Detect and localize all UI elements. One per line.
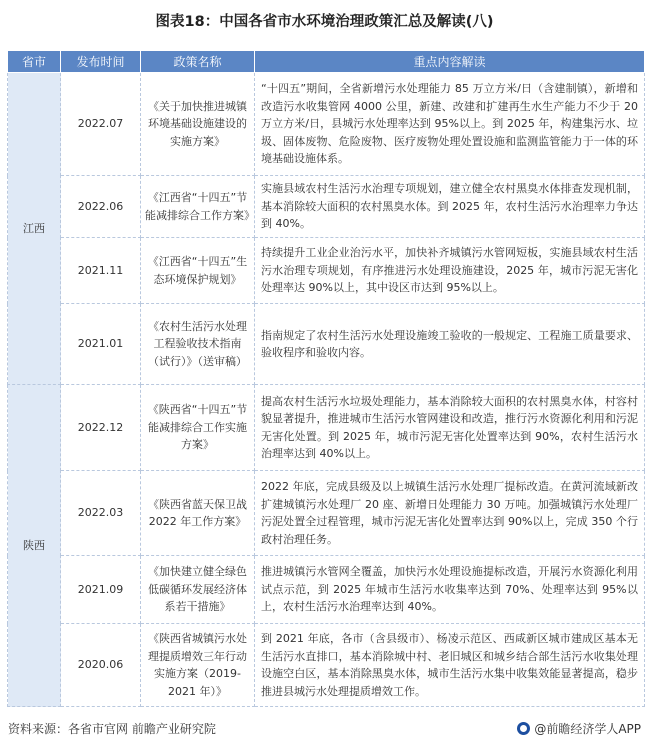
policy-name-cell: 《陕西省城镇污水处理提质增效三年行动实施方案（2019-2021 年）》 (141, 624, 255, 707)
table-row (8, 471, 645, 556)
province-cell: 江西 (8, 73, 61, 385)
footer (0, 716, 649, 740)
policy-name-cell: 《加快建立健全绿色低碳循环发展经济体系若干措施》 (141, 556, 255, 624)
content-cell: 提高农村生活污水垃圾处理能力，基本消除较大面积的农村黑臭水体，村容村貌显著提升，推进城市生活污水管网建设和改造，推行污水资源化利用和污泥无害化处置。到 2025 年，城市污泥无害化处置率达到 90%，农村生活污水治理率达到 40%以上。 (255, 385, 645, 471)
content-cell: 持续提升工业企业治污水平，加快补齐城镇污水管网短板，实施县域农村生活污水治理专项规划，有序推进污水处理设施建设，2025 年，城市污泥无害化处理率达 90%以上，其中设区市达到 95%以上。 (255, 238, 645, 304)
content-cell: 指南规定了农村生活污水处理设施竣工验收的一般规定、工程施工质量要求、验收程序和验收内容。 (255, 304, 645, 385)
policy-name-cell: 《陕西省“十四五”节能减排综合工作实施方案》 (141, 385, 255, 471)
date-cell: 2020.06 (61, 624, 141, 707)
date-cell: 2021.09 (61, 556, 141, 624)
table-row (8, 624, 645, 707)
column-header-policy-name: 政策名称 (141, 51, 255, 73)
source-note: 资料来源：各省市官网 前瞻产业研究院 (8, 722, 216, 736)
column-header-province: 省市 (8, 51, 61, 73)
column-header-content: 重点内容解读 (255, 51, 645, 73)
table-row (8, 304, 645, 385)
page-title: 图表18：中国各省市水环境治理政策汇总及解读(八) (155, 14, 494, 30)
policy-name-cell: 《江西省“十四五”节能减排综合工作方案》 (141, 176, 255, 238)
province-cell: 陕西 (8, 385, 61, 707)
date-cell: 2021.01 (61, 304, 141, 385)
policy-name-cell: 《陕西省蓝天保卫战 2022 年工作方案》 (141, 471, 255, 556)
content-cell: “十四五”期间，全省新增污水处理能力 85 万立方米/日（含建制镇），新增和改造污水收集管网 4000 公里，新建、改建和扩建再生水生产能力不少于 20 万立方米/日，县城污水处理率达到 95%以上。到 2025 年，构建集污水、垃圾、固体废物、危险废物、医疗废物处理处置设施和监测监管能力于一体的环境基础设施体系。 (255, 73, 645, 176)
table-row (8, 385, 645, 471)
table-row (8, 556, 645, 624)
policy-table (7, 50, 645, 707)
policy-name-cell: 《农村生活污水处理工程验收技术指南（试行）》（送审稿） (141, 304, 255, 385)
brand-label: @前瞻经济学人APP (534, 722, 641, 736)
date-cell: 2021.11 (61, 238, 141, 304)
column-header-date: 发布时间 (61, 51, 141, 73)
table-header-row (8, 51, 645, 73)
brand-mark (517, 720, 641, 737)
policy-name-cell: 《关于加快推进城镇环境基础设施建设的实施方案》 (141, 73, 255, 176)
date-cell: 2022.07 (61, 73, 141, 176)
content-cell: 2022 年底，完成县级及以上城镇生活污水处理厂提标改造。在黄河流域新改扩建城镇污水处理厂 20 座、新增日处理能力 30 万吨。加强城镇污水处理厂污泥处置全过程管理，城市污泥无害化处置率达到 90%以上，完成 350 个行政村治理任务。 (255, 471, 645, 556)
content-cell: 推进城镇污水管网全覆盖，加快污水处理设施提标改造，开展污水资源化利用试点示范，到 2025 年城市生活污水收集率达到 70%、处理率达到 95%以上，农村生活污水治理率达到 40%。 (255, 556, 645, 624)
table-row (8, 73, 645, 176)
content-cell: 实施县域农村生活污水治理专项规划，建立健全农村黑臭水体排查发现机制，基本消除较大面积的农村黑臭水体。到 2025 年，农村生活污水治理率力争达到 40%。 (255, 176, 645, 238)
date-cell: 2022.06 (61, 176, 141, 238)
date-cell: 2022.12 (61, 385, 141, 471)
policy-name-cell: 《江西省“十四五”生态环境保护规划》 (141, 238, 255, 304)
content-cell: 到 2021 年底，各市（含县级市）、杨凌示范区、西咸新区城市建成区基本无生活污水直排口，基本消除城中村、老旧城区和城乡结合部生活污水收集处理设施空白区，基本消除黑臭水体，城市生活污水集中收集效能显著提高，稳步推进县城污水处理提质增效工作。 (255, 624, 645, 707)
brand-logo-icon (517, 722, 530, 735)
date-cell: 2022.03 (61, 471, 141, 556)
table-row (8, 176, 645, 238)
table-row (8, 238, 645, 304)
